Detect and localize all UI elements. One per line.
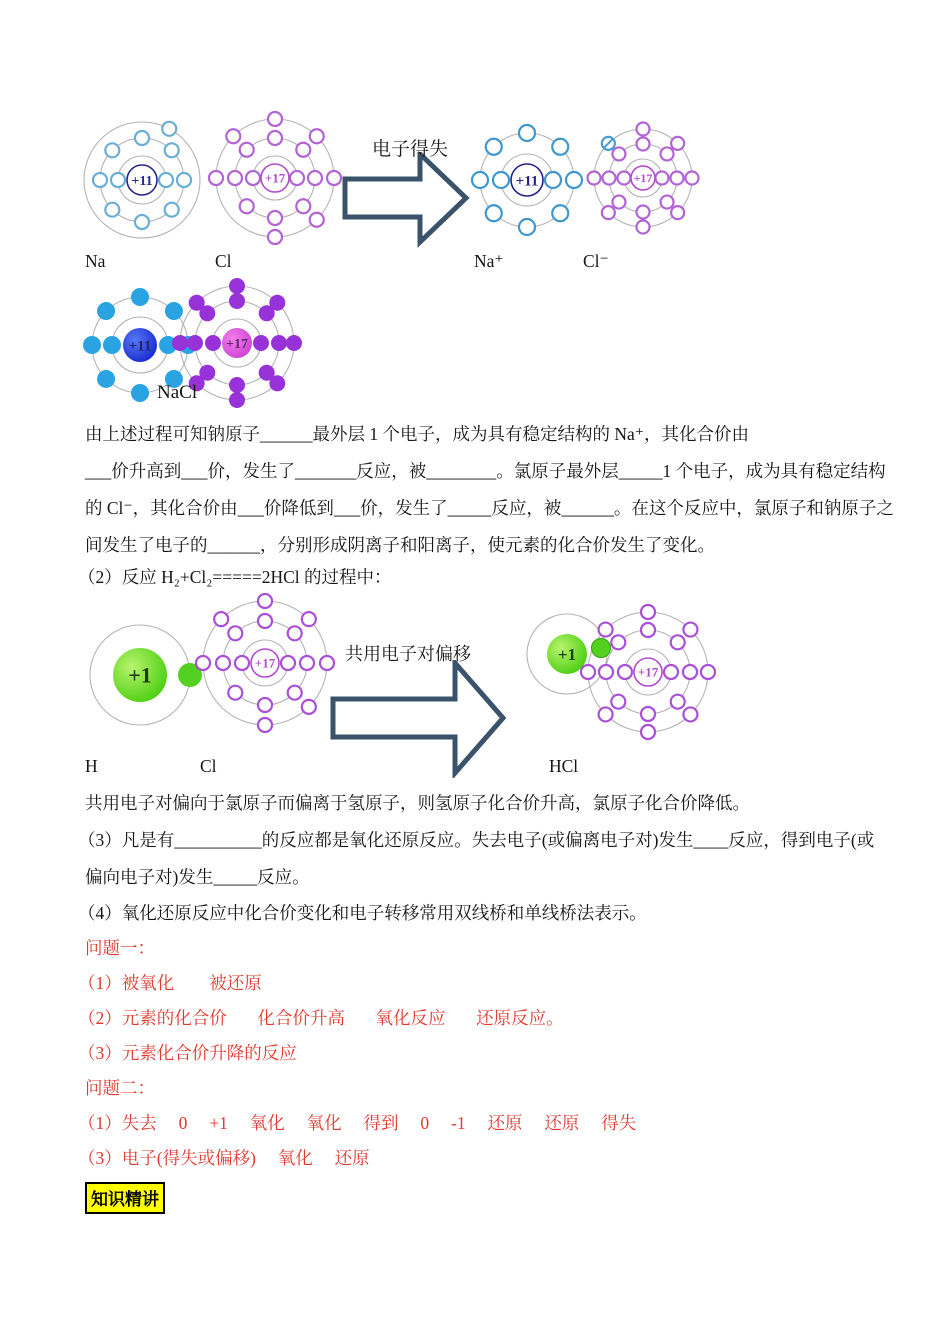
answers-q1-item2: （2）元素的化合价 化合价升高 氧化反应 还原反应。 (78, 1008, 564, 1028)
element-label-cl2: Cl (200, 756, 217, 776)
section-badge-knowledge: 知识精讲 (85, 1182, 165, 1214)
figure-nacl-ionic-bond (70, 278, 390, 412)
answers-section2-title: 问题二： (85, 1078, 155, 1098)
answers-q2-item1: （1）失去 0 +1 氧化 氧化 得到 0 -1 还原 还原 得失 (78, 1113, 637, 1133)
arrow2-label: 共用电子对偏移 (345, 644, 471, 664)
svg-text:+11: +11 (131, 173, 153, 189)
paragraph5-line: （4）氧化还原反应中化合价变化和电子转移常用双线桥和单线桥法表示。 (78, 903, 647, 923)
paragraph4-line2: 偏向电子对)发生_____反应。 (85, 867, 310, 887)
answers-section1-title: 问题一： (85, 938, 155, 958)
svg-text:+1: +1 (557, 644, 577, 664)
element-label-h: H (85, 756, 98, 776)
element-label-na: Na (85, 251, 106, 271)
svg-text:+11: +11 (515, 173, 539, 190)
element-label-na-ion: Na⁺ (474, 251, 504, 271)
element-label-cl-ion: Cl⁻ (583, 251, 609, 271)
arrow1-label: 电子得失 (371, 139, 448, 160)
paragraph3-line: 共用电子对偏向于氯原子而偏离于氢原子，则氢原子化合价升高，氯原子化合价降低。 (85, 793, 750, 813)
svg-text:+11: +11 (128, 338, 152, 355)
svg-text:+17: +17 (254, 655, 276, 671)
paragraph4-line1: （3）凡是有__________的反应都是氧化还原反应。失去电子(或偏离电子对)发生____反应，得到电子(或 (78, 830, 875, 850)
paragraph2-equation-line: （2）反应 H₂+Cl₂=====2HCl 的过程中： (78, 567, 392, 587)
paragraph1-line4: 间发生了电子的______，分别形成阴离子和阳离子，使元素的化合价发生了变化。 (85, 535, 715, 555)
compound-label-hcl: HCl (549, 756, 579, 776)
compound-label-nacl: NaCl (157, 382, 198, 403)
svg-text:+17: +17 (264, 170, 286, 186)
svg-text:+17: +17 (637, 664, 659, 680)
answers-q1-item1: （1）被氧化 被还原 (78, 973, 262, 993)
right-arrow-icon (340, 152, 472, 248)
answers-q1-item3: （3）元素化合价升降的反应 (78, 1043, 297, 1063)
element-label-cl: Cl (215, 251, 232, 271)
paragraph1-line2: ___价升高到___价，发生了_______反应，被________。氯原子最外层_____1 个电子，成为具有稳定结构 (85, 461, 886, 481)
right-arrow-icon (330, 660, 508, 778)
svg-text:+17: +17 (226, 336, 248, 352)
answers-q2-item2: （3）电子(得失或偏移) 氧化 还原 (78, 1148, 370, 1168)
svg-text:+1: +1 (128, 662, 152, 688)
paragraph1-line1: 由上述过程可知钠原子______最外层 1 个电子，成为具有稳定结构的 Na⁺，其化合价由 (85, 424, 750, 444)
paragraph1-line3: 的 Cl⁻，其化合价由___价降低到___价，发生了_____反应，被______。在这个反应中，氯原子和钠原子之 (85, 498, 894, 518)
svg-text:+17: +17 (633, 171, 653, 186)
